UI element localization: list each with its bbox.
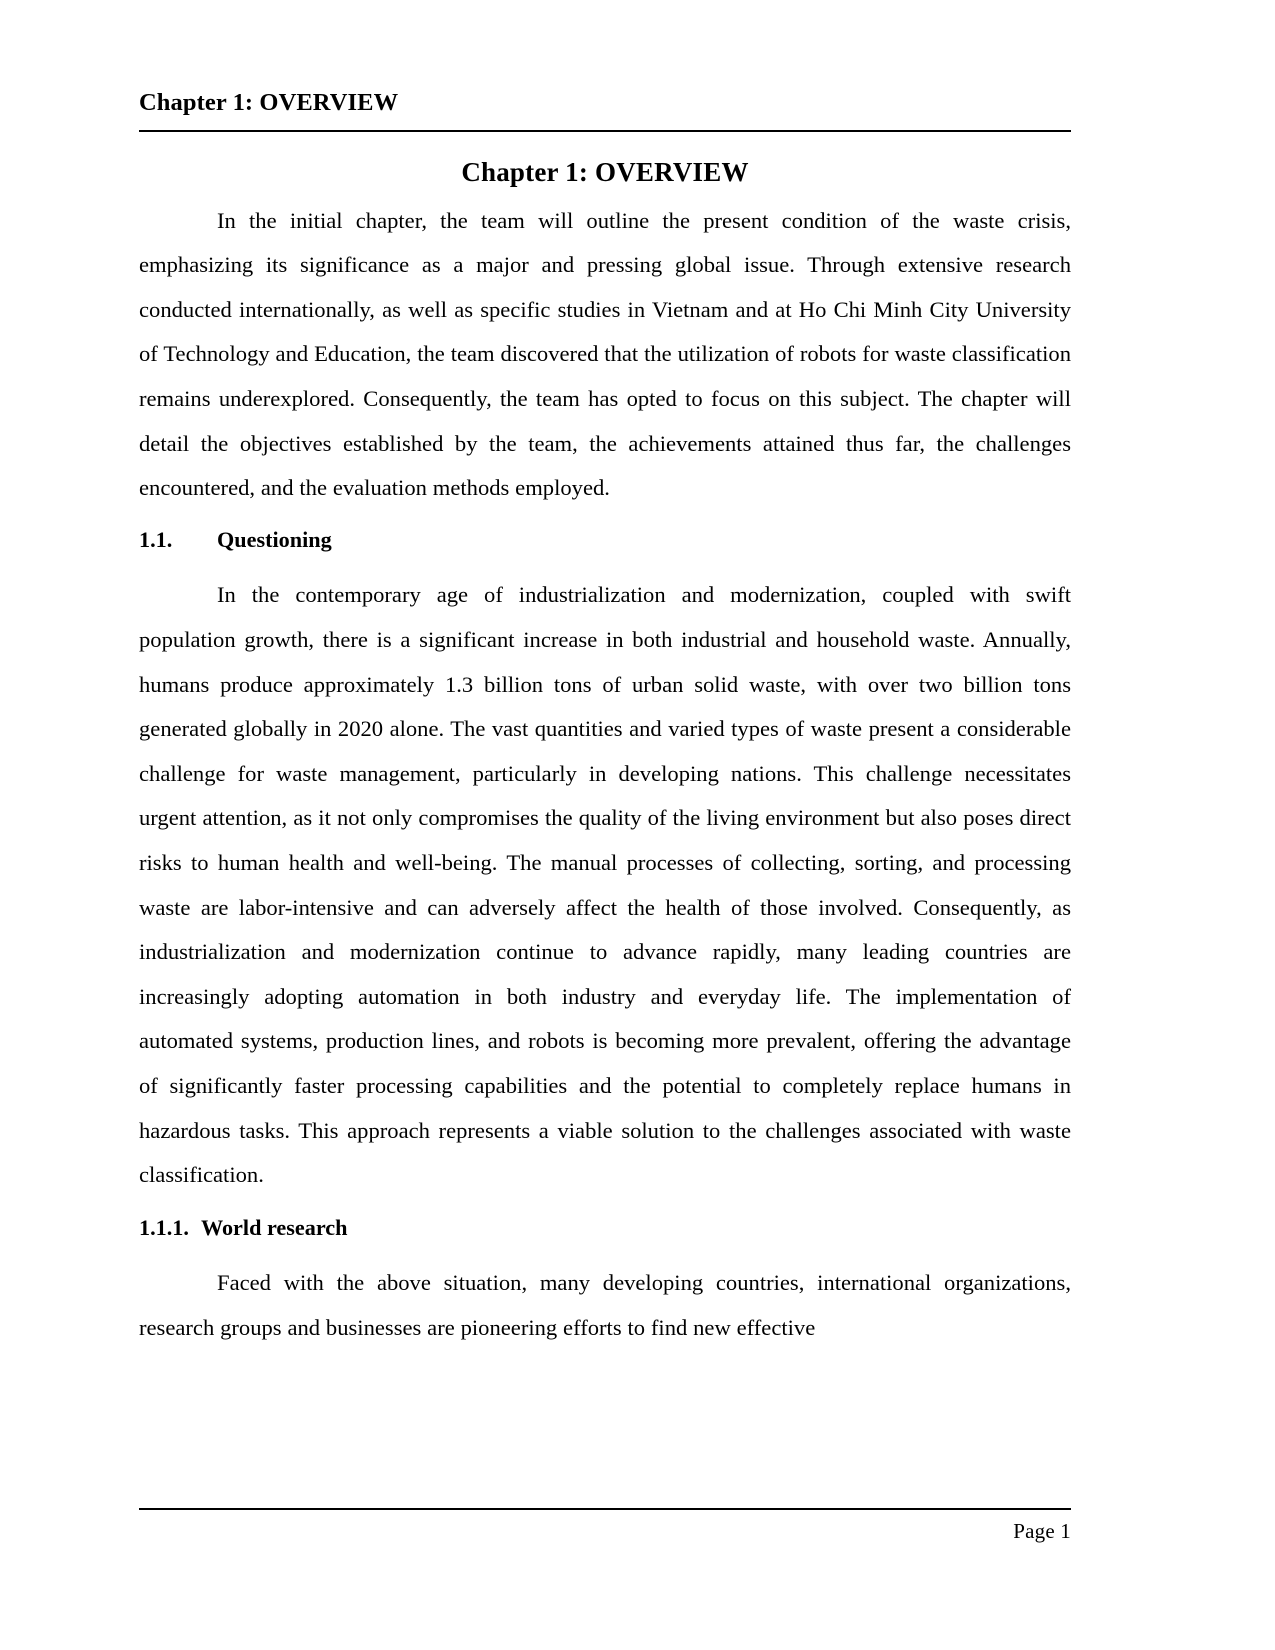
chapter-title: Chapter 1: OVERVIEW — [461, 156, 749, 187]
page-footer — [139, 1508, 1071, 1544]
section-label-world-research: World research — [201, 1214, 348, 1240]
section-heading-world-research — [139, 1206, 1071, 1251]
running-header: Chapter 1: OVERVIEW — [139, 89, 399, 116]
page-content — [139, 88, 1071, 1350]
section-number-1-1-1: 1.1.1. — [139, 1214, 189, 1240]
world-research-paragraph: Faced with the above situation, many developing countries, international organizations, research groups and businesses are pioneering efforts to find new effective — [139, 1270, 1071, 1340]
header-divider — [139, 130, 1071, 132]
section-heading-questioning — [139, 518, 1071, 563]
page-number: Page 1 — [1013, 1519, 1071, 1543]
section-label-questioning: Questioning — [217, 526, 332, 552]
questioning-paragraph: In the contemporary age of industrialization and modernization, coupled with swift population growth, there is a significant increase in both industrial and household waste. Annually, humans produce approximately 1.3 billion tons of urban solid waste, with over two billion tons generated globally in 2020 alone. The vast quantities and varied types of waste present a considerable challenge for waste management, particularly in developing nations. This challenge necessitates urgent attention, as it not only compromises the quality of the living environment but also poses direct risks to human health and well-being. The manual processes of collecting, sorting, and processing waste are labor-intensive and can adversely affect the health of those involved. Consequently, as industrialization and modernization continue to advance rapidly, many leading countries are increasingly adopting automation in both industry and everyday life. The implementation of automated systems, production lines, and robots is becoming more prevalent, offering the advantage of significantly faster processing capabilities and the potential to completely replace humans in hazardous tasks. This approach represents a viable solution to the challenges associated with waste classification. — [139, 582, 1071, 1188]
section-number-1-1: 1.1. — [139, 526, 173, 552]
footer-divider — [139, 1508, 1071, 1510]
intro-paragraph: In the initial chapter, the team will outline the present condition of the waste crisis, emphasizing its significance as a major and pressing global issue. Through extensive research conducted internationally, as well as specific studies in Vietnam and at Ho Chi Minh City University of Technology and Education, the team discovered that the utilization of robots for waste classification remains underexplored. Consequently, the team has opted to focus on this subject. The chapter will detail the objectives established by the team, the achievements attained thus far, the challenges encountered, and the evaluation methods employed. — [139, 207, 1071, 501]
